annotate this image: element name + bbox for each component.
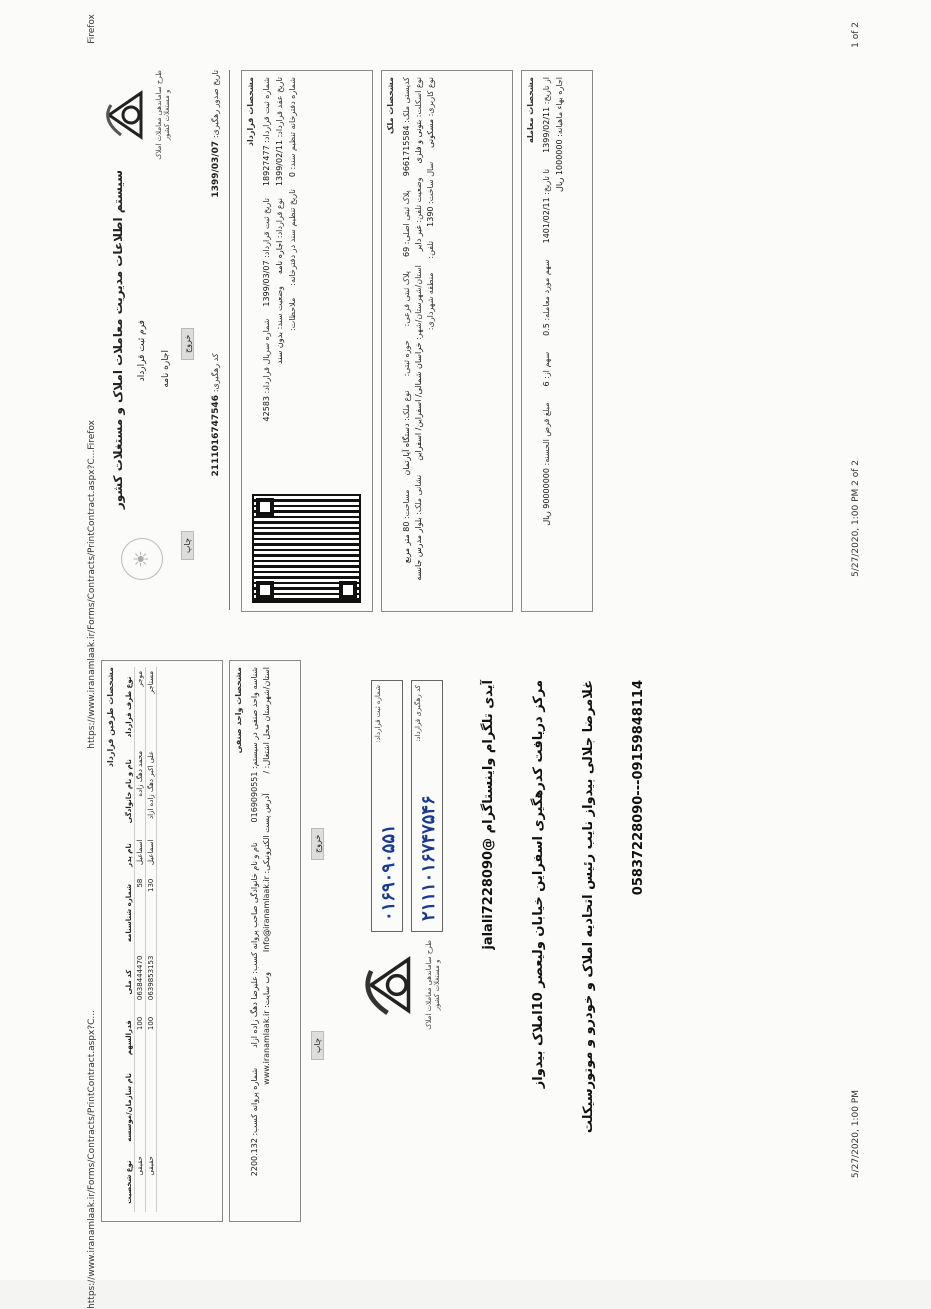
property-field-label: حوزه ثبتی: [402,340,411,377]
property-field-label: منطقه شهرداری: [426,272,435,331]
emblem-icon: ☀ [121,538,163,580]
property-field-label: سال ساخت: [426,161,435,204]
table-cell: اسماعیل [146,836,157,875]
property-field [402,77,411,176]
contract-field-value: بدون سند [275,329,284,364]
contract-field [275,286,284,364]
agency-lines [250,667,271,1212]
contract-field-label: وضعیت سند: [275,286,284,330]
issue-date: 1399/03/07 [211,140,221,198]
table-cell: حقیقی [146,1152,157,1212]
contract-field [262,319,271,422]
handwritten-box-1 [371,680,403,932]
contract-field [262,198,271,307]
table-cell: 100 [135,1013,146,1063]
property-field [426,241,435,259]
table-cell: موجر [135,667,146,747]
contract-field-label: شماره سریال قرارداد: [262,318,271,394]
parties-box [101,660,223,1222]
deal-field-value: 1000000 ریال [555,136,564,192]
parties-header: نام سازمان/موسسه [124,1063,135,1152]
agency-line: آدرس پست الکترونیکی: Info@iranamlaak.ir [262,793,271,953]
contract-field-value: 18927477 [262,142,271,187]
property-section-title: مشخصات ملک [386,77,395,134]
agency-line: شماره پروانه کسب: 2200.132 [250,1067,259,1177]
property-field [402,490,411,563]
right-print-button[interactable]: چاپ [311,1031,324,1060]
property-field-value: 9661715584 [402,122,411,177]
contract-field-label: شماره دفترخانه تنظیم سند: [288,77,297,170]
property-field-value: مسکونی [426,116,435,148]
deal-field [542,77,551,153]
property-field-label: پلاک ثبتی اصلی: [402,190,411,245]
contract-field-label: تاریخ تنظیم سند در دفترخانه: [288,189,297,286]
contract-field [275,77,284,186]
stamp-logo [361,940,451,1030]
agency-line: شناسه واحد صنفی در سیستم: 0169090551 [250,667,259,823]
parties-header: قدرالسهم [124,1013,135,1063]
property-field-label: نشانی ملک: [414,474,423,515]
table-cell: 100 [146,1013,157,1063]
contract-field [262,77,271,186]
table-cell: حقیقی [135,1152,146,1212]
qr-code [252,494,361,603]
contract-field-value: 0 [288,169,297,178]
deal-field-value: 6 [542,378,551,387]
handwritten-label-1: شماره ثبت قرارداد: [374,685,382,743]
deal-box [521,70,593,612]
deal-field [555,77,564,192]
property-field-value: غیر دایر [414,222,423,252]
deal-field [542,169,551,243]
form-subtitle: اجاره نامه [161,350,171,388]
property-field [402,190,411,257]
property-field-value: خراسان شمالی/ اسفراین/ اسفراین [414,339,423,461]
table-row [135,667,146,1212]
handwritten-box-2 [411,680,443,932]
contract-field-label: شماره ثبت قرارداد: [262,77,271,143]
parties-header: نوع شخصیت [124,1152,135,1212]
property-field-value: بتونی و فلزی [414,117,423,164]
contract-field-value: 42583 [262,393,271,422]
agency-box [229,660,301,1222]
table-cell: محمد دهگ زاده [135,747,146,836]
property-field-value: 80 متر مربع [402,518,411,564]
deal-section-title: مشخصات معامله [526,77,535,144]
agency-line: استان/شهرستان محل اشتغال: / [262,667,271,774]
table-cell: 130 [146,875,157,952]
contract-field-label: تاریخ عقد قرارداد: [275,77,284,138]
property-field [402,390,411,475]
table-cell: مستاجر [146,667,157,747]
property-fields [402,77,435,597]
ad-line-1: آیدی تلگرام واینستاگرام @jalali7228090 [481,680,496,950]
deal-field-label: سهم مورد معامله: [542,259,551,321]
property-field [414,475,423,581]
parties-header: نام پدر [124,836,135,875]
issue-date-label: تاریخ صدور رهگیری: [211,70,220,139]
parties-header: شماره شناسنامه [124,875,135,952]
browser-name: Firefox [87,14,97,44]
right-page [101,660,841,1260]
deal-field-label: تا تاریخ: [542,168,551,195]
deal-field [542,259,551,335]
tracking-label: کد رهگیری: [211,353,220,393]
property-field-label: مساحت: [402,489,411,519]
contract-box [241,70,373,612]
deal-field [542,403,551,526]
property-field [426,162,435,227]
tracking-code: 2111016747546 [211,395,221,477]
contract-field-value: 1399/03/07 [262,257,271,307]
table-cell: 58 [135,875,146,952]
ad-line-4: 05837228090---09159848114 [631,680,646,896]
contract-field-value: 1399/02/11 [275,137,284,187]
table-cell: 0639853153 [146,952,157,1013]
org-title: سیستم اطلاعات مدیریت معاملات املاک و مستغلات کشور [111,170,125,510]
table-cell: علی اکبر دهگ زاده ازاد [146,747,157,836]
url-right: https://www.iranamlaak.ir/Forms/Contracts/PrintContract.aspx?C... [87,1010,97,1309]
left-page [101,60,841,620]
deal-field-value: 1401/02/11 [542,194,551,244]
property-field-value: دستگاه آپارتمان [402,420,411,476]
handwritten-value-1: ۰۱۶۹۰۹۰۵۵۱ [378,824,399,921]
property-field-label: وضعیت تلفن: [414,177,423,223]
property-field-label: تلفن: [426,240,435,259]
table-row [146,667,157,1212]
deal-fields [542,77,564,597]
ad-line-3: غلامرضا جلالی بیدواز نایب رئیس اتحادیه املاک و خودرو و موتورسیکلت [581,680,596,1134]
property-field-value: 69 [402,244,411,257]
deal-field-label: از تاریخ: [542,77,551,105]
contract-field [288,298,297,331]
table-cell [146,1063,157,1152]
agency-section-title: مشخصات واحد صنفی [234,667,243,754]
parties-header: کد ملی [124,952,135,1013]
parties-section-title: مشخصات طرفین قرارداد [106,667,115,768]
property-field-value: 1390 [426,203,435,227]
handwritten-value-2: ۲۱۱۱۰۱۶۷۴۷۵۴۶ [418,795,439,921]
contract-section-title: مشخصات قرارداد [246,77,255,147]
property-box [381,70,513,612]
form-title: فرم ثبت قرارداد [137,320,147,382]
page-footer-right: 5/27/2020, 1:00 PM [851,1090,861,1179]
org-logo [101,70,171,160]
contract-field [288,77,297,177]
deal-field-label: مبلغ قرض الحسنه: [542,402,551,466]
parties-table [124,667,157,1212]
house-logo-icon [101,85,151,145]
property-field [426,77,435,148]
deal-field-value: 90000000 ریال [542,465,551,526]
property-field-label: نوع کاربری: [426,77,435,117]
logo-caption: طرح ساماندهی معاملات املاک و مستغلات کشور [155,70,171,160]
property-field [402,340,411,376]
deal-field-value: 0.5 [542,320,551,336]
contract-field-label: ملاحظات: [288,297,297,331]
contract-fields [262,77,297,457]
property-field-label: نوع ملک: [402,390,411,421]
parties-header: نام و نام خانوادگی [124,747,135,836]
property-field [402,271,411,326]
agency-line: وب سایت: www.iranamlaak.ir [262,972,271,1085]
stamp-caption: طرح ساماندهی معاملات املاک و مستغلات کشور [425,940,441,1030]
print-button[interactable]: چاپ [181,531,194,560]
property-field [414,77,423,164]
property-field-label: استان/شهرستان/شهر: [414,265,423,340]
house-logo-icon [361,950,421,1020]
right-exit-button[interactable]: خروج [311,828,324,860]
ad-line-2: مرکز دریافت کدرهگیری اسفراین خیابان ولیعصر 10املاک بیدواز [531,680,546,1089]
tracking-bar [211,70,230,610]
exit-button[interactable]: خروج [181,328,194,360]
parties-header: نوع طرف قرارداد [124,667,135,747]
table-cell: 0638444470 [135,952,146,1013]
contract-field [275,198,284,274]
property-field-value: بلوار مدرس جانسه [414,514,423,581]
page-count-1: 1 of 2 [851,22,861,48]
contract-field-label: نوع قرارداد: [275,198,284,239]
contract-field [288,189,297,286]
contract-field-value: اجاره نامه [275,238,284,275]
url-left: https://www.iranamlaak.ir/Forms/Contracts/PrintContract.aspx?C...Firefox [87,420,97,749]
property-field-label: کدپستی ملک: [402,77,411,123]
handwritten-label-2: کد رهگیری قرارداد: [414,685,422,742]
property-field-label: نوع اسکلت: [414,77,423,118]
page-footer-2: 5/27/2020, 1:00 PM 2 of 2 [851,460,861,577]
agency-line: نام و نام خانوادگی صاحب پروانه کسب: علیرضا دهگ زاده ازاد [250,842,259,1048]
property-field [426,273,435,331]
deal-field-label: سهم از: [542,351,551,379]
property-field-label: پلاک ثبتی فرعی: [402,270,411,327]
contract-field-label: تاریخ ثبت قرارداد: [262,198,271,258]
deal-field-value: 1399/02/11 [542,104,551,153]
deal-field [542,352,551,387]
property-field [414,265,423,461]
table-cell [135,1063,146,1152]
property-field [414,178,423,252]
deal-field-label: اجاره بهاء ماهیانه: [555,77,564,137]
table-cell: اسماعیل [135,836,146,875]
